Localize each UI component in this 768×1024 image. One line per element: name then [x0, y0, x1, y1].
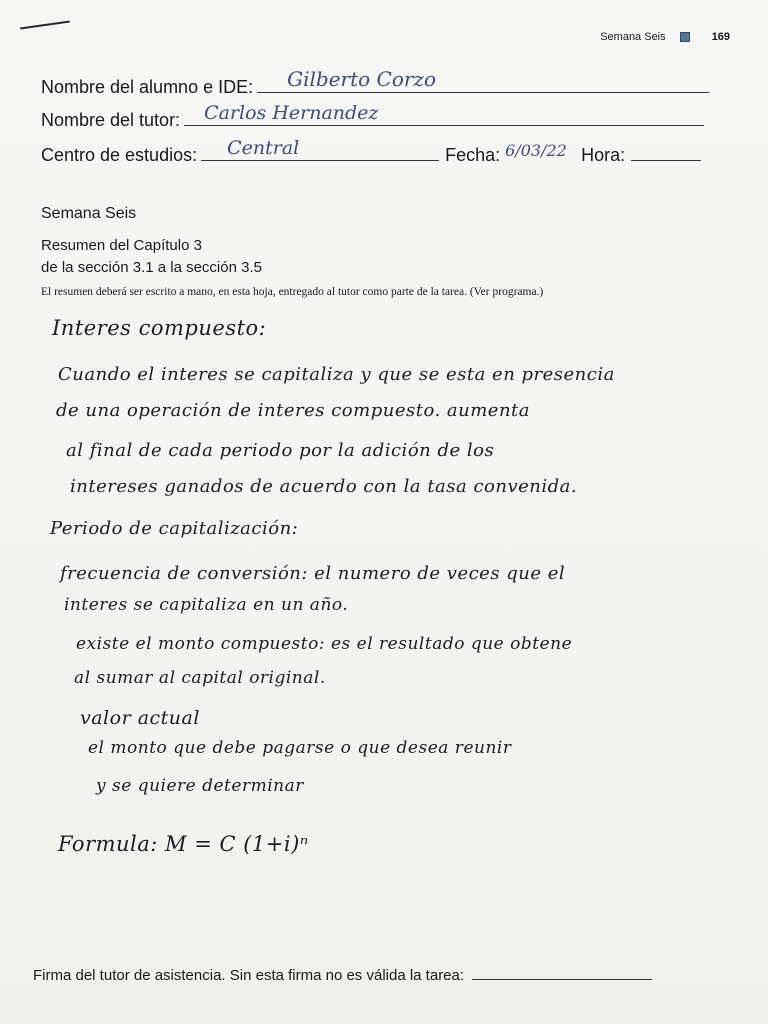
center-value: Central: [227, 137, 300, 159]
note-line: Formula: M = C (1+i)ⁿ: [58, 832, 309, 856]
note-line: Interes compuesto:: [52, 316, 267, 340]
date-label: Fecha:: [445, 145, 501, 165]
section-subtitle-1: Resumen del Capítulo 3: [41, 237, 202, 254]
note-line: el monto que debe pagarse o que desea reunir: [88, 738, 512, 758]
note-line: Periodo de capitalización:: [50, 518, 299, 539]
student-label: Nombre del alumno e IDE:: [41, 77, 254, 97]
page-number: 169: [711, 31, 730, 43]
note-line: existe el monto compuesto: es el resultado que obtene: [76, 634, 573, 654]
note-line: intereses ganados de acuerdo con la tasa convenida.: [70, 476, 578, 497]
signature-field: [33, 965, 652, 984]
note-line: interes se capitaliza en un año.: [64, 595, 349, 615]
tutor-label: Nombre del tutor:: [41, 110, 181, 130]
note-line: y se quiere determinar: [96, 776, 304, 796]
signature-label: Firma del tutor de asistencia. Sin esta firma no es válida la tarea:: [33, 967, 465, 984]
center-label: Centro de estudios:: [41, 145, 198, 165]
tutor-value: Carlos Hernandez: [204, 102, 379, 124]
signature-line[interactable]: [472, 965, 652, 980]
section-subtitle-2: de la sección 3.1 a la sección 3.5: [41, 259, 262, 276]
section-instructions: El resumen deberá ser escrito a mano, en esta hoja, entregado al tutor como parte de la tarea. (Ver programa.): [41, 286, 544, 298]
note-line: Cuando el interes se capitaliza y que se esta en presencia: [58, 364, 615, 385]
section-title: Semana Seis: [41, 205, 137, 222]
note-line: frecuencia de conversión: el numero de veces que el: [60, 563, 566, 584]
hour-label: Hora:: [581, 145, 626, 165]
header-week-label: Semana Seis: [600, 31, 666, 43]
note-line: de una operación de interes compuesto. aumenta: [56, 400, 531, 421]
note-line: valor actual: [80, 707, 200, 729]
student-value: Gilberto Corzo: [287, 67, 436, 91]
note-line: al sumar al capital original.: [74, 668, 326, 688]
date-value: 6/03/22: [505, 141, 567, 160]
note-line: al final de cada periodo por la adición de los: [66, 440, 495, 461]
